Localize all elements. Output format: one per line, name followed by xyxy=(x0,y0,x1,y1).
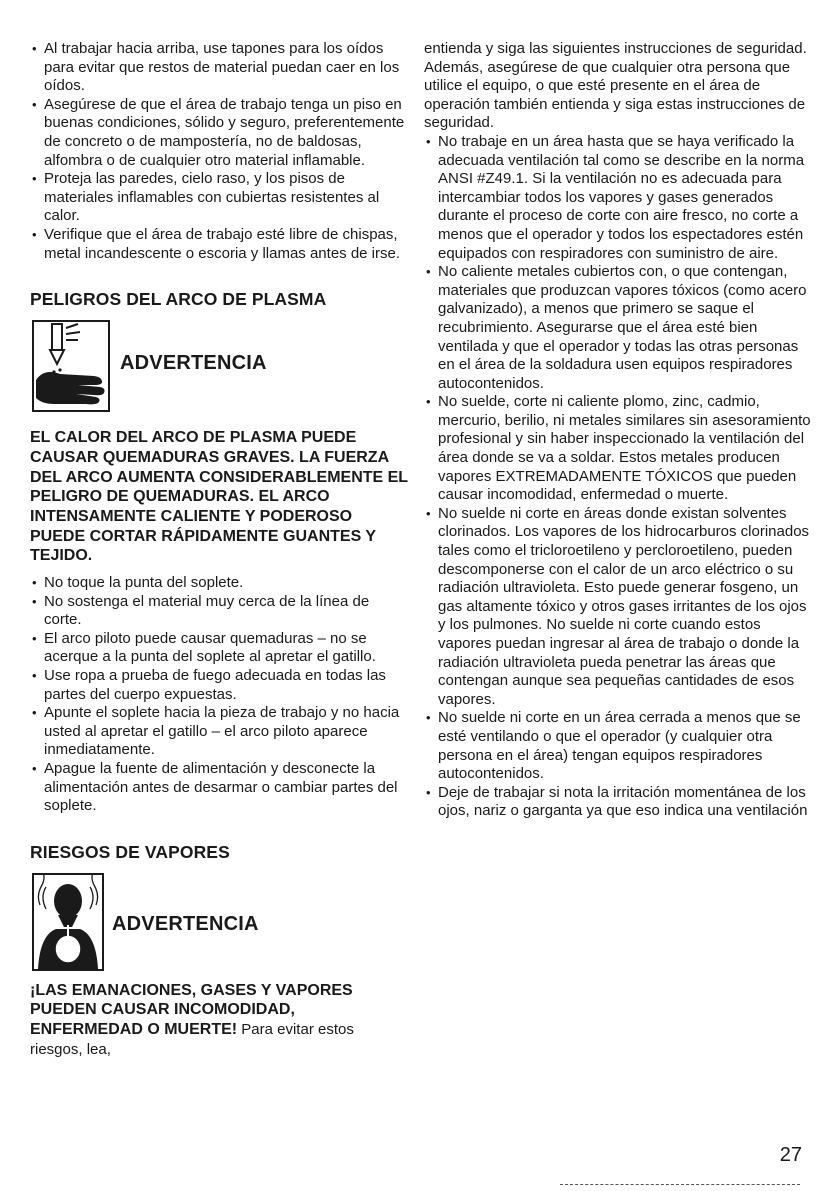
list-item: • Verifique que el área de trabajo esté libre de chispas, metal incandescente o escoria y llamas antes de irse. xyxy=(30,226,410,263)
fume-inhalation-warning-icon xyxy=(32,873,104,971)
fumes-section-title: RIESGOS DE VAPORES xyxy=(30,841,230,862)
warning-word: ADVERTENCIA xyxy=(112,912,259,935)
list-item: • No caliente metales cubiertos con, o que contengan, materiales que produzcan vapores tóxicos (como acero galvanizado), a menos que primero se saque el recubrimiento. Asegurarse que el área esté bien ventilada y que el operador y todas las otras personas en el área de la soldadura usen equipos respiradores autocontenidos. xyxy=(424,263,814,393)
left-column xyxy=(30,40,410,1060)
continuation-paragraph: entienda y siga las siguientes instrucciones de seguridad. Además, asegúrese de que cualquier otra persona que utilice el equipo, o que esté presente en el área de operación también entienda y siga estas instrucciones de seguridad. xyxy=(424,40,807,132)
intro-bullet-list xyxy=(30,40,410,263)
list-item: • Proteja las paredes, cielo raso, y los pisos de materiales inflamables con cubiertas resistentes al calor. xyxy=(30,170,410,226)
list-item: • No sostenga el material muy cerca de la línea de corte. xyxy=(30,593,410,630)
fumes-hazard-statement xyxy=(30,981,410,1060)
list-item: • No suelde, corte ni caliente plomo, zinc, cadmio, mercurio, berilio, ni metales similares sin asesoramiento profesional y sin haber inspeccionado la ventilación del área donde se va a soldar. Estos metales producen vapores EXTREMADAMENTE TÓXICOS que pueden causar incomodidad, enfermedad o muerte. xyxy=(424,393,814,505)
right-column xyxy=(424,40,814,821)
list-item: • Deje de trabajar si nota la irritación momentánea de los ojos, nariz o garganta ya que eso indica una ventilación xyxy=(424,784,814,821)
plasma-bullet-list xyxy=(30,574,410,816)
fumes-statement-bold: ¡LAS EMANACIONES, GASES Y VAPORES PUEDEN CAUSAR INCOMODIDAD, ENFERMEDAD O MUERTE! xyxy=(30,981,353,1039)
fumes-statement-normal: Para evitar estos riesgos, lea, xyxy=(30,1021,354,1058)
list-item: • Use ropa a prueba de fuego adecuada en todas las partes del cuerpo expuestas. xyxy=(30,667,410,704)
fumes-bullet-list xyxy=(424,133,814,821)
list-item: • No suelde ni corte en áreas donde existan solventes clorinados. Los vapores de los hidrocarburos clorinados tales como el tricloroetileno y percloroetileno, pueden descomponerse con el calor de un arco eléctrico o su radiación ultravioleta. Esto puede generar fosgeno, un gas altamente tóxico y otros gases irritantes de los ojos y los pulmones. No suelde ni corte cuando estos vapores puedan ingresar al área de trabajo o donde la radiación ultravioleta pueda penetrar las áreas que contengan aunque sea pequeñas cantidades de esos vapores. xyxy=(424,505,814,710)
list-item: • No suelde ni corte en un área cerrada a menos que se esté ventilando o que el operador (y cualquier otra persona en el área) tengan equipos respiradores autocontenidos. xyxy=(424,709,814,783)
torch-hand-warning-icon xyxy=(32,320,110,412)
plasma-hazard-statement: EL CALOR DEL ARCO DE PLASMA PUEDE CAUSAR QUEMADURAS GRAVES. LA FUERZA DEL ARCO AUMENTA CONSIDERABLEMENTE EL PELIGRO DE QUEMADURAS. EL ARCO INTENSAMENTE CALIENTE Y PODEROSO PUEDE CORTAR RÁPIDAMENTE GUANTES Y TEJIDO. xyxy=(30,429,408,565)
list-item: • El arco piloto puede causar quemaduras – no se acerque a la punta del soplete al apretar el gatillo. xyxy=(30,630,410,667)
page-number: 27 xyxy=(779,1144,802,1166)
list-item: • Apague la fuente de alimentación y desconecte la alimentación antes de desarmar o cambiar partes del soplete. xyxy=(30,760,410,816)
plasma-section-title: PELIGROS DEL ARCO DE PLASMA xyxy=(30,289,327,310)
warning-word: ADVERTENCIA xyxy=(120,352,267,375)
list-item: • No toque la punta del soplete. xyxy=(30,574,410,593)
list-item: • Asegúrese de que el área de trabajo tenga un piso en buenas condiciones, sólido y seguro, preferentemente de concreto o de mampostería, no de baldosas, alfombra o de cualquier otro material inflamable. xyxy=(30,96,410,170)
list-item: • Apunte el soplete hacia la pieza de trabajo y no hacia usted al apretar el gatillo – el arco piloto aparece inmediatamente. xyxy=(30,704,410,760)
plasma-warning-block xyxy=(30,320,410,418)
bottom-divider xyxy=(560,1184,800,1185)
fumes-warning-block xyxy=(30,873,410,971)
list-item: • Al trabajar hacia arriba, use tapones para los oídos para evitar que restos de material puedan caer en los oídos. xyxy=(30,40,410,96)
list-item: • No trabaje en un área hasta que se haya verificado la adecuada ventilación tal como se describe en la norma ANSI #Z49.1. Si la ventilación no es adecuada para intercambiar todos los vapores y gases generados durante el proceso de corte con aire fresco, no corte a menos que el operador y todos los espectadores estén equipados con respiradores con suministro de aire. xyxy=(424,133,814,263)
